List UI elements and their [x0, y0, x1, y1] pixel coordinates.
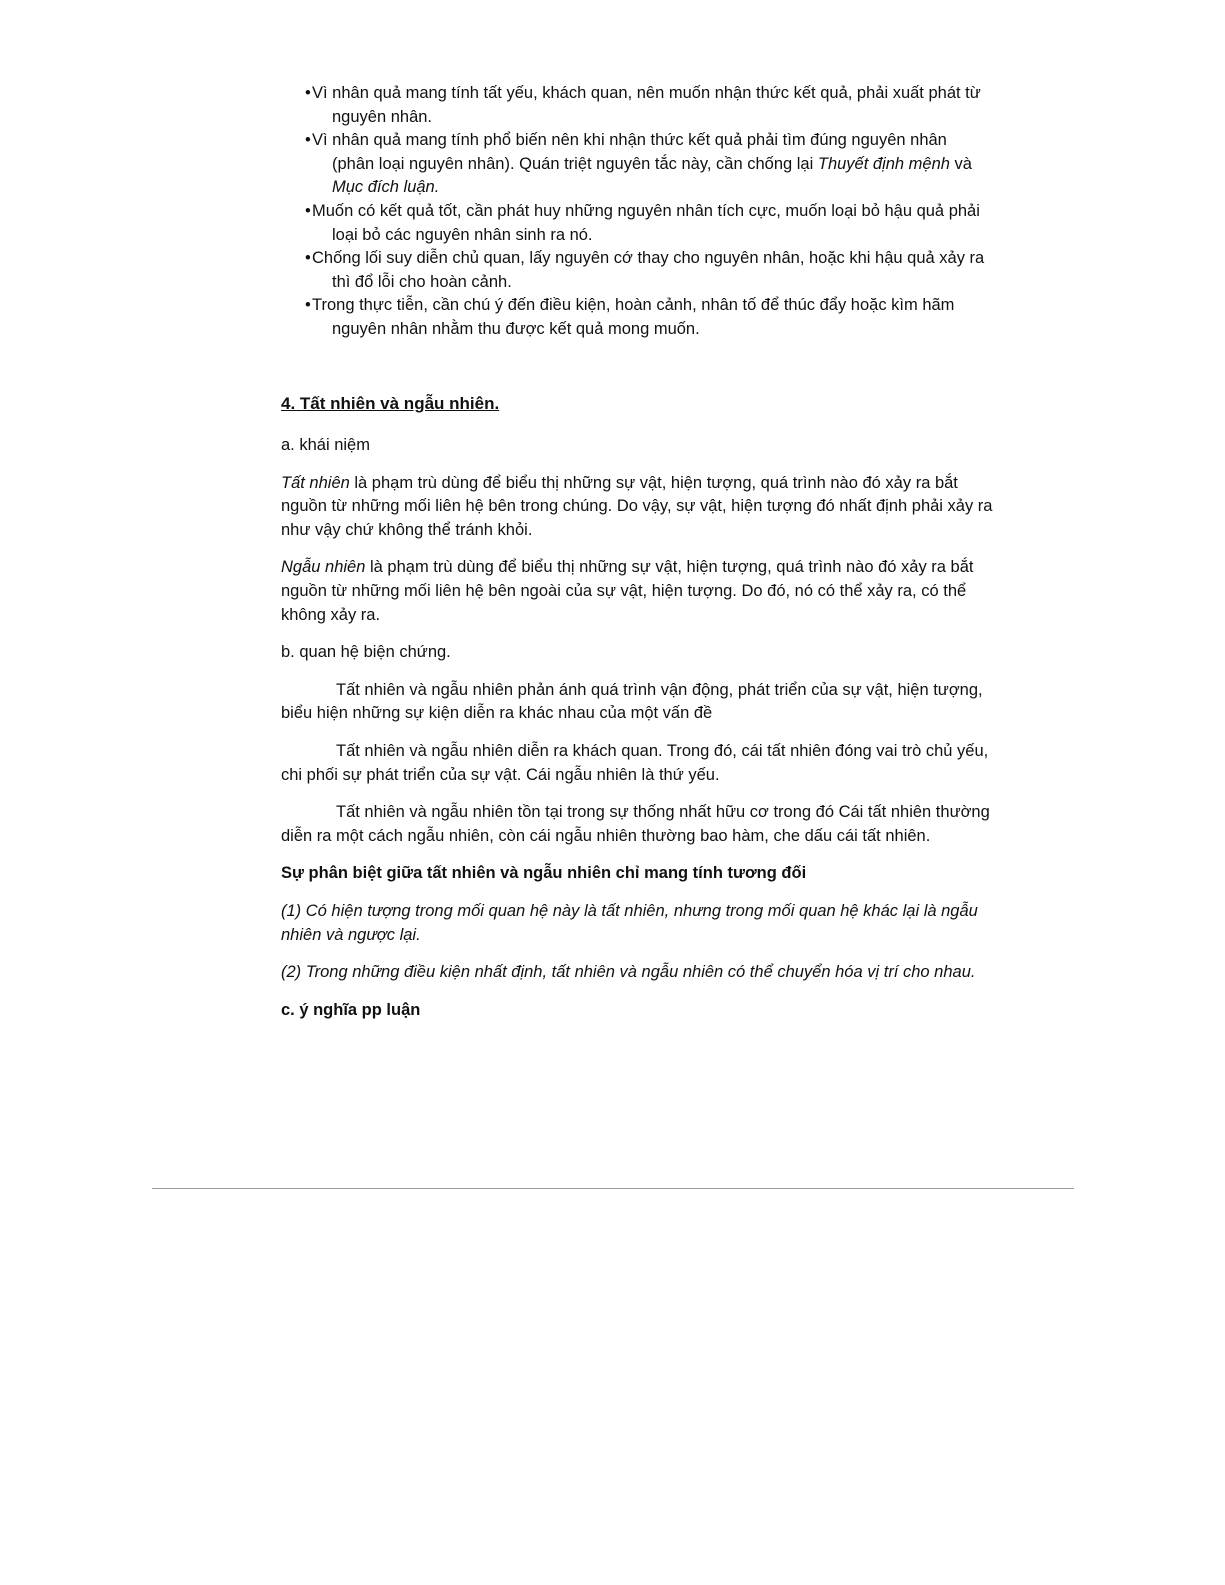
body-paragraph: Tất nhiên và ngẫu nhiên tồn tại trong sự thống nhất hữu cơ trong đó Cái tất nhiên thường diễn ra một cách ngẫu nhiên, còn cái ngẫu nhiên thường bao hàm, che dấu cái tất nhiên. [281, 803, 990, 845]
list-item: •Trong thực tiễn, cần chú ý đến điều kiện, hoàn cảnh, nhân tố để thúc đẩy hoặc kìm hãm nguyên nhân nhằm thu được kết quả mong muốn. [305, 296, 955, 338]
subheading-c: c. ý nghĩa pp luận [281, 1000, 421, 1019]
subheading-b: b. quan hệ biện chứng. [281, 643, 451, 662]
italic-paragraph: (1) Có hiện tượng trong mối quan hệ này là tất nhiên, nhưng trong mối quan hệ khác lại là ngẫu nhiên và ngược lại. [281, 901, 978, 944]
list-item: •Vì nhân quả mang tính tất yếu, khách quan, nên muốn nhận thức kết quả, phải xuất phát từ nguyên nhân. [305, 84, 981, 126]
list-item: •Muốn có kết quả tốt, cần phát huy những nguyên nhân tích cực, muốn loại bỏ hậu quả phải loại bỏ các nguyên nhân sinh ra nó. [305, 201, 980, 244]
bullet-dot-icon: • [305, 249, 311, 268]
bullet-dot-icon: • [305, 201, 311, 220]
bullet-dot-icon: • [305, 131, 311, 150]
body-paragraph: Tất nhiên và ngẫu nhiên diễn ra khách quan. Trong đó, cái tất nhiên đóng vai trò chủ yếu, chi phối sự phát triển của sự vật. Cái ngẫu nhiên là thứ yếu. [281, 741, 989, 784]
section-heading: 4. Tất nhiên và ngẫu nhiên. [281, 394, 500, 413]
bullet-dot-icon: • [305, 84, 311, 102]
body-paragraph: Tất nhiên và ngẫu nhiên phản ánh quá trình vận động, phát triển của sự vật, hiện tượng, biểu hiện những sự kiện diễn ra khác nhau của một vấn đề [281, 680, 983, 723]
list-item: •Chống lối suy diễn chủ quan, lấy nguyên cớ thay cho nguyên nhân, hoặc khi hậu quả xảy ra thì đổ lỗi cho hoàn cảnh. [305, 249, 985, 291]
bullet-list [305, 82, 985, 342]
bold-statement: Sự phân biệt giữa tất nhiên và ngẫu nhiên chỉ mang tính tương đối [281, 864, 807, 883]
definition-paragraph: Ngẫu nhiên là phạm trù dùng để biểu thị những sự vật, hiện tượng, quá trình nào đó xảy ra bắt nguồn từ những mối liên hệ bên ngoài của sự vật, hiện tượng. Do đó, nó có thể xảy ra, có thể không xảy ra. [281, 558, 974, 624]
list-item: •Vì nhân quả mang tính phổ biến nên khi nhận thức kết quả phải tìm đúng nguyên nhân (phân loại nguyên nhân). Quán triệt nguyên tắc này, cần chống lại Thuyết định mệnh và Mục đích luận. [305, 131, 972, 197]
subheading-a: a. khái niệm [281, 436, 370, 454]
page-divider [152, 1188, 1074, 1189]
bullet-dot-icon: • [305, 296, 311, 315]
section-body [281, 392, 993, 1036]
italic-paragraph: (2) Trong những điều kiện nhất định, tất nhiên và ngẫu nhiên có thể chuyển hóa vị trí cho nhau. [281, 963, 976, 982]
definition-paragraph: Tất nhiên là phạm trù dùng để biểu thị những sự vật, hiện tượng, quá trình nào đó xảy ra bắt nguồn từ những mối liên hệ bên trong chúng. Do vậy, sự vật, hiện tượng đó nhất định phải xảy ra như vậy chứ không thể tránh khỏi. [281, 473, 993, 539]
